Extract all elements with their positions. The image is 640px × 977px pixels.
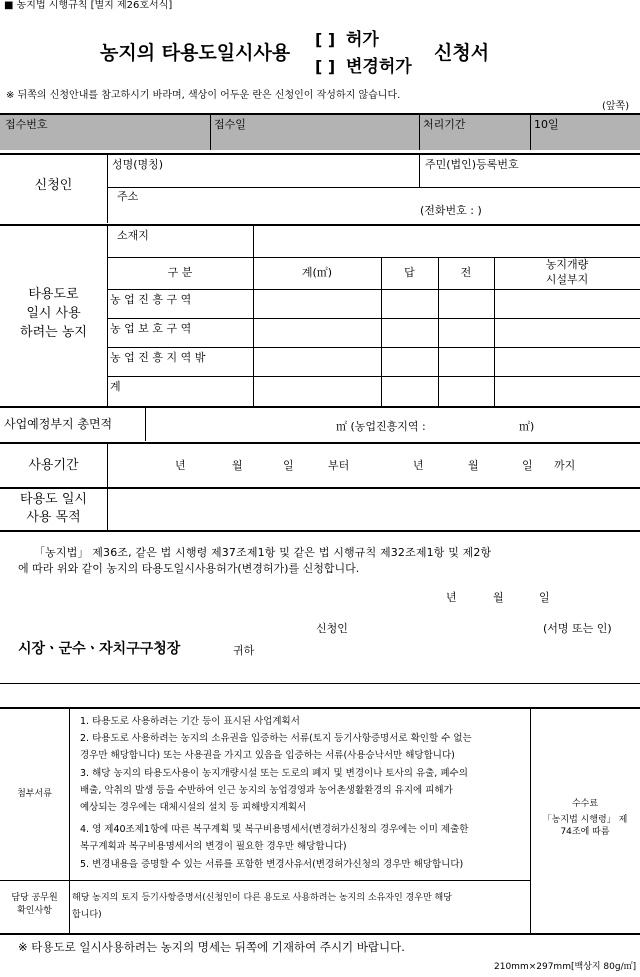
statement-line2: 에 따라 위와 같이 농지의 타용도일시사용허가(변경허가)를 신청합니다.	[18, 562, 360, 575]
purpose-label-line2: 사용 목적	[26, 510, 81, 525]
official-check-label-line2: 확인사항	[17, 906, 52, 916]
period-start-day: 일	[283, 459, 294, 472]
column-facility-line1: 농지개량	[545, 258, 589, 271]
attachment-item-5: 5. 변경내용을 증명할 수 있는 서류를 포함한 변경사유서(변경허가신청의 경우만 해당합니다)	[80, 859, 464, 870]
registration-number-input[interactable]	[422, 172, 637, 186]
project-area-label: 사업예정부지 총면적	[4, 417, 113, 431]
recipient-suffix: 귀하	[233, 644, 255, 657]
paper-spec: 210mm×297mm[백상지 80g/㎡]	[494, 962, 637, 972]
column-paddy: 답	[404, 266, 415, 279]
row-protection-zone: 농 업 보 호 구 역	[110, 322, 192, 335]
date-day: 일	[539, 591, 550, 604]
period-start-month: 월	[232, 459, 243, 472]
official-check-text-line1: 해당 농지의 토지 등기사항증명서(신청인이 다른 용도로 사용하려는 농지의 소유자인 경우만 해당	[72, 893, 452, 903]
form-reference: ■ 농지법 시행규칙 [별지 제26호서식]	[4, 0, 173, 11]
attachments-label: 첨부서류	[17, 789, 52, 799]
form-title: 농지의 타용도일시사용	[100, 42, 291, 64]
purpose-label-line1: 타용도 일시	[20, 492, 87, 507]
phone-label: (전화번호 : )	[420, 204, 482, 217]
permit-checkbox[interactable]: [ ]	[315, 30, 336, 49]
project-area-unit-end: ㎡)	[519, 420, 535, 433]
column-facility-line2: 시설부지	[545, 273, 589, 286]
row-outside-zone: 농 업 진 흥 지 역 밖	[110, 351, 206, 364]
receipt-number-label: 접수번호	[5, 118, 48, 131]
official-check-label-line1: 담당 공무원	[11, 893, 58, 903]
farmland-label-line2: 일시 사용	[26, 306, 81, 321]
period-to: 까지	[554, 459, 576, 472]
location-input[interactable]	[256, 230, 636, 252]
name-label: 성명(명칭)	[112, 158, 164, 171]
fee-text-line2: 74조에 따름	[560, 827, 610, 837]
fee-text-line1: 「농지법 시행령」 제	[542, 815, 628, 825]
attachment-item-2-cont: 경우만 해당합니다) 또는 사용권을 가지고 있음을 입증하는 서류(사용승낙서만 해당합니다)	[80, 750, 455, 761]
instruction-notice: ※ 뒤쪽의 신청안내를 참고하시기 바라며, 색상이 어두운 란은 신청인이 작성하지 않습니다.	[6, 90, 401, 101]
project-area-unit: ㎡ (농업진흥지역 :	[336, 420, 426, 433]
attachment-item-3-cont1: 배출, 악취의 발생 등을 수반하여 인근 농지의 농업경영과 농어촌생활환경의 유지에 피해가	[80, 785, 453, 796]
column-total: 계(㎡)	[301, 266, 333, 279]
column-category: 구 분	[167, 266, 193, 279]
row-total: 계	[110, 380, 121, 393]
address-label: 주소	[117, 190, 139, 203]
column-field: 전	[460, 266, 472, 279]
attachment-item-4: 4. 영 제40조제1항에 따른 복구계획 및 복구비용명세서(변경허가신청의 경우에는 이미 제출한	[80, 824, 469, 835]
attachment-item-3-cont2: 예상되는 경우에는 대체시설의 설치 등 피해방지계획서	[80, 802, 307, 813]
attachment-item-2: 2. 타용도로 사용하려는 농지의 소유권을 입증하는 서류(토지 등기사항증명서로 확인할 수 없는	[80, 733, 472, 744]
location-label: 소재지	[117, 229, 149, 242]
date-year: 년	[446, 591, 457, 604]
name-input[interactable]	[110, 172, 415, 186]
applicant-section-label: 신청인	[34, 178, 73, 193]
farmland-label-line1: 타용도로	[28, 287, 79, 302]
processing-period-label: 처리기간	[423, 118, 466, 131]
address-input[interactable]	[150, 190, 630, 204]
change-permit-checkbox[interactable]: [ ]	[315, 57, 336, 76]
period-from: 부터	[328, 459, 350, 472]
signature-label[interactable]: (서명 또는 인)	[543, 622, 612, 635]
form-title-suffix: 신청서	[434, 42, 490, 64]
attachment-item-1: 1. 타용도로 사용하려는 기간 등이 표시된 사업계획서	[80, 716, 300, 727]
purpose-input[interactable]	[112, 493, 636, 527]
period-end-year: 년	[413, 459, 424, 472]
fee-label: 수수료	[571, 799, 599, 809]
use-period-label: 사용기간	[28, 458, 79, 473]
footer-note: ※ 타용도로 일시사용하려는 농지의 명세는 뒤쪽에 기재하여 주시기 바랍니다.	[18, 940, 405, 954]
recipient: 시장ㆍ군수ㆍ자치구구청장	[18, 641, 181, 657]
receipt-date-label: 접수일	[214, 118, 246, 131]
statement-line1: 「농지법」 제36조, 같은 법 시행령 제37조제1항 및 같은 법 시행규칙 제32조제1항 및 제2항	[34, 546, 492, 559]
row-promotion-zone: 농 업 진 흥 구 역	[110, 293, 192, 306]
change-permit-option-label: 변경허가	[346, 57, 412, 77]
front-side-label: (앞쪽)	[602, 101, 630, 112]
farmland-label-line3: 하려는 농지	[20, 325, 87, 340]
period-end-day: 일	[522, 459, 533, 472]
attachment-item-4-cont: 복구계획과 복구비용명세서의 변경이 필요한 경우만 해당합니다)	[80, 841, 347, 852]
official-check-text-line2: 합니다)	[72, 910, 102, 920]
registration-number-label: 주민(법인)등록번호	[425, 158, 519, 171]
period-end-month: 월	[468, 459, 479, 472]
signer-label: 신청인	[316, 622, 348, 635]
processing-period-value: 10일	[534, 118, 559, 131]
period-start-year: 년	[175, 459, 186, 472]
date-month: 월	[493, 591, 504, 604]
attachment-item-3: 3. 해당 농지의 타용도사용이 농지개량시설 또는 도로의 폐지 및 변경이나 토사의 유출, 폐수의	[80, 768, 468, 779]
permit-option-label: 허가	[346, 30, 379, 50]
